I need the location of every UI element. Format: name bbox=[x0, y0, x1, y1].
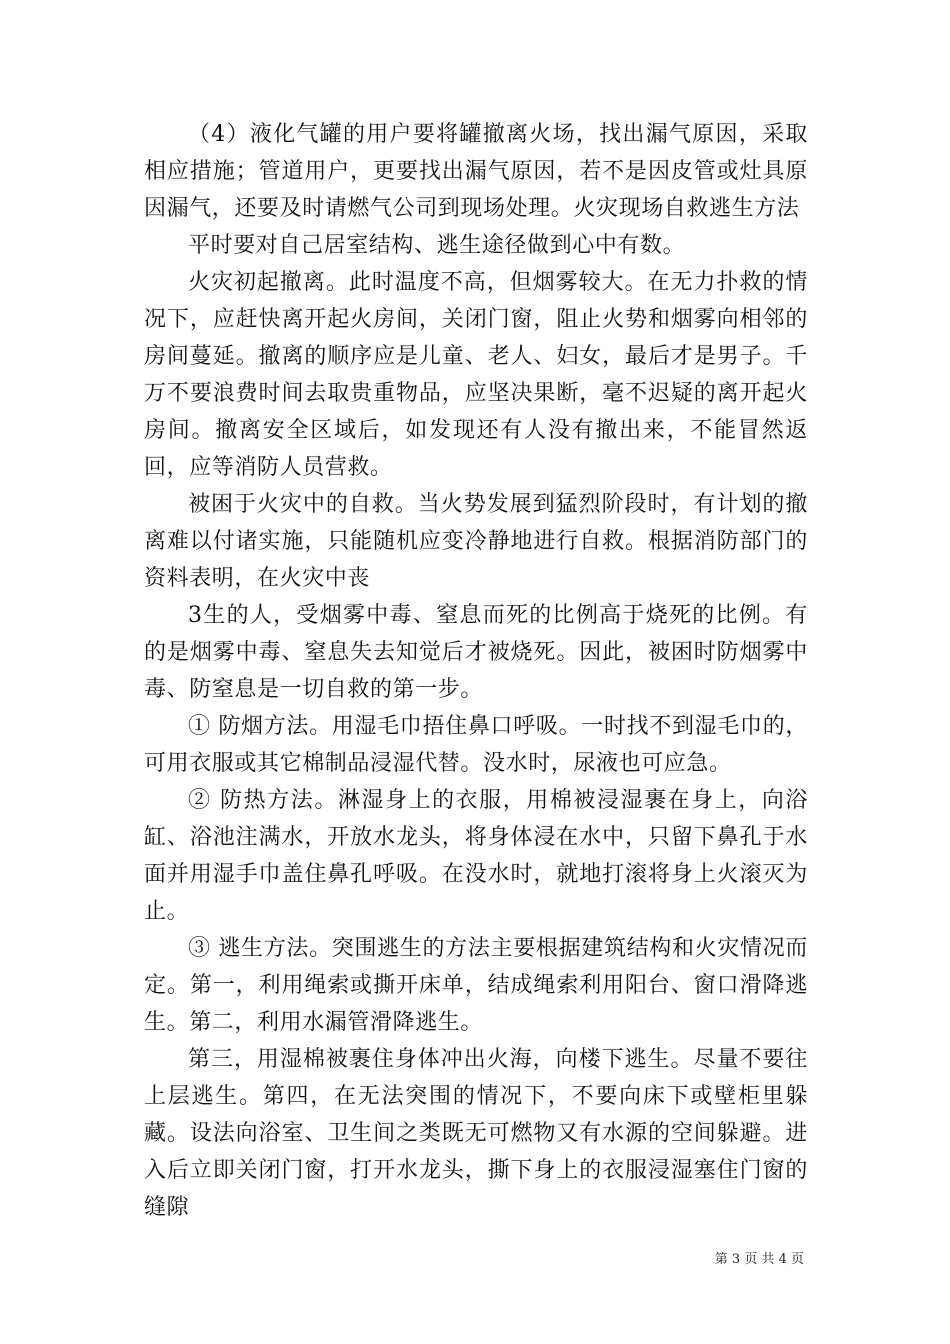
page-number: 第 3 页 共 4 页 bbox=[714, 1252, 804, 1267]
paragraph-know-escape-routes: 平时要对自己居室结构、逃生途径做到心中有数。 bbox=[188, 233, 686, 258]
paragraph-smoke-suffocation: 3生的人，受烟雾中毒、窒息而死的比例高于烧死的比例。有的是烟雾中毒、窒息失去知觉后才被烧死。因此，被困时防烟雾中毒、防窒息是一切自救的第一步。 bbox=[144, 603, 808, 702]
paragraph-early-evacuation: 火灾初起撤离。此时温度不高，但烟雾较大。在无力扑救的情况下，应赶快离开起火房间，关闭门窗，阻止火势和烟雾向相邻的房间蔓延。撤离的顺序应是儿童、老人、妇女，最后才是男子。千万不要浪费时间去取贵重物品，应坚决果断，毫不迟疑的离开起火房间。撤离安全区域后，如发现还有人没有撤出来，不能冒然返回，应等消防人员营救。 bbox=[144, 270, 808, 480]
document-body bbox=[144, 116, 808, 1226]
paragraph-escape-methods: ③ 逃生方法。突围逃生的方法主要根据建筑结构和火灾情况而定。第一，利用绳索或撕开床单，结成绳索利用阳台、窗口滑降逃生。第二，利用水漏管滑降逃生。 bbox=[144, 936, 808, 1035]
paragraph-escape-methods-continued: 第三，用湿棉被裹住身体冲出火海，向楼下逃生。尽量不要往上层逃生。第四，在无法突围的情况下，不要向床下或壁柜里躲藏。设法向浴室、卫生间之类既无可燃物又有水源的空间躲避。进入后立即关闭门窗，打开水龙头，撕下身上的衣服浸湿塞住门窗的缝隙 bbox=[144, 1047, 808, 1220]
paragraph-smoke-protection: ① 防烟方法。用湿毛巾捂住鼻口呼吸。一时找不到湿毛巾的，可用衣服或其它棉制品浸湿代替。没水时，尿液也可应急。 bbox=[144, 714, 808, 776]
paragraph-trapped-self-rescue: 被困于火灾中的自救。当火势发展到猛烈阶段时，有计划的撤离难以付诸实施，只能随机应变冷静地进行自救。根据消防部门的资料表明，在火灾中丧 bbox=[144, 492, 808, 591]
paragraph-lpg-tank: （4）液化气罐的用户要将罐撤离火场，找出漏气原因，采取相应措施；管道用户，更要找出漏气原因，若不是因皮管或灶具原因漏气，还要及时请燃气公司到现场处理。火灾现场自救逃生方法 bbox=[144, 122, 808, 221]
paragraph-heat-protection: ② 防热方法。淋湿身上的衣服，用棉被浸湿裹在身上，向浴缸、浴池注满水，开放水龙头，将身体浸在水中，只留下鼻孔于水面并用湿手巾盖住鼻孔呼吸。在没水时，就地打滚将身上火滚灭为止。 bbox=[144, 788, 808, 924]
